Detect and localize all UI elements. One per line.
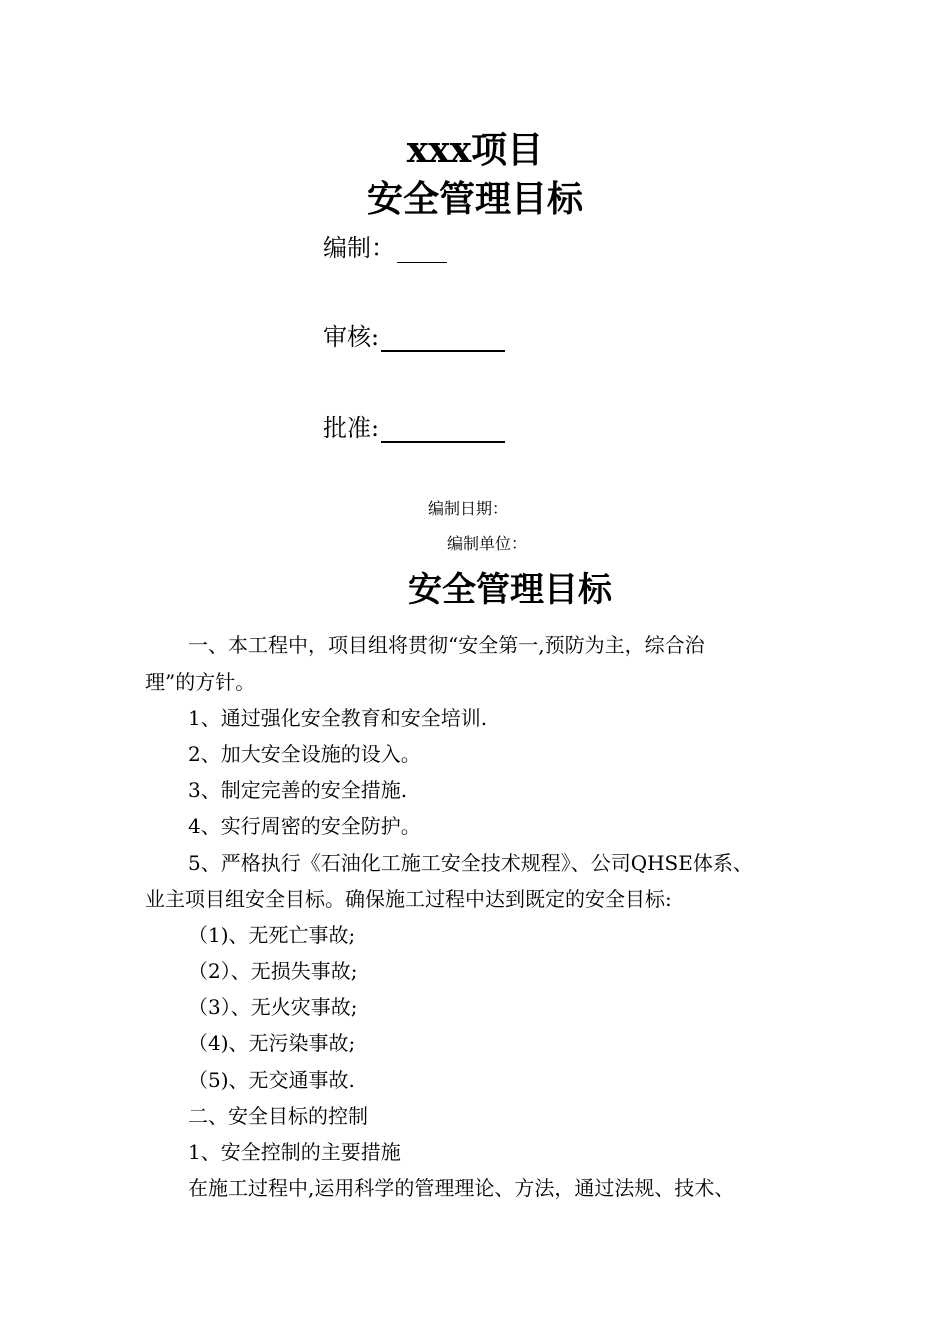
paragraph: 在施工过程中,运用科学的管理理论、方法，通过法规、技术、 bbox=[188, 1176, 735, 1200]
approved-by-row bbox=[323, 413, 505, 443]
project-title: xxx项目 bbox=[406, 129, 544, 171]
document-title: 安全管理目标 bbox=[366, 178, 583, 220]
paragraph: 业主项目组安全目标。确保施工过程中达到既定的安全目标: bbox=[145, 887, 672, 911]
paragraph: 一、本工程中，项目组将贯彻“安全第一,预防为主，综合治 bbox=[188, 633, 705, 657]
list-item: （3）、无火灾事故; bbox=[188, 995, 358, 1019]
section-title: 安全管理目标 bbox=[408, 570, 612, 610]
list-item: （2）、无损失事故; bbox=[188, 959, 358, 983]
list-item: （4)、无污染事故; bbox=[188, 1031, 356, 1055]
paragraph: 4、实行周密的安全防护。 bbox=[188, 814, 421, 838]
compile-unit-label: 编制单位： bbox=[447, 534, 528, 553]
compiled-by-row bbox=[323, 233, 447, 263]
reviewed-by-row bbox=[323, 322, 505, 352]
compiled-by-blank bbox=[397, 238, 447, 263]
subsection-heading: 1、安全控制的主要措施 bbox=[188, 1140, 401, 1164]
list-item: （1)、无死亡事故; bbox=[188, 923, 356, 947]
compile-date-label: 编制日期： bbox=[428, 499, 509, 518]
reviewed-by-blank bbox=[381, 326, 505, 352]
paragraph: 理”的方针。 bbox=[145, 670, 256, 694]
approved-by-label: 批准: bbox=[323, 414, 380, 442]
paragraph: 2、加大安全设施的设入。 bbox=[188, 742, 421, 766]
paragraph: 3、制定完善的安全措施. bbox=[188, 778, 408, 802]
paragraph: 1、通过强化安全教育和安全培训. bbox=[188, 706, 488, 730]
paragraph: 5、严格执行《石油化工施工安全技术规程》、公司QHSE体系、 bbox=[188, 851, 753, 875]
list-item: （5)、无交通事故. bbox=[188, 1068, 355, 1092]
section-heading: 二、安全目标的控制 bbox=[188, 1104, 368, 1128]
reviewed-by-label: 审核: bbox=[323, 323, 380, 351]
approved-by-blank bbox=[381, 417, 505, 443]
compiled-by-label: 编制： bbox=[323, 234, 395, 262]
